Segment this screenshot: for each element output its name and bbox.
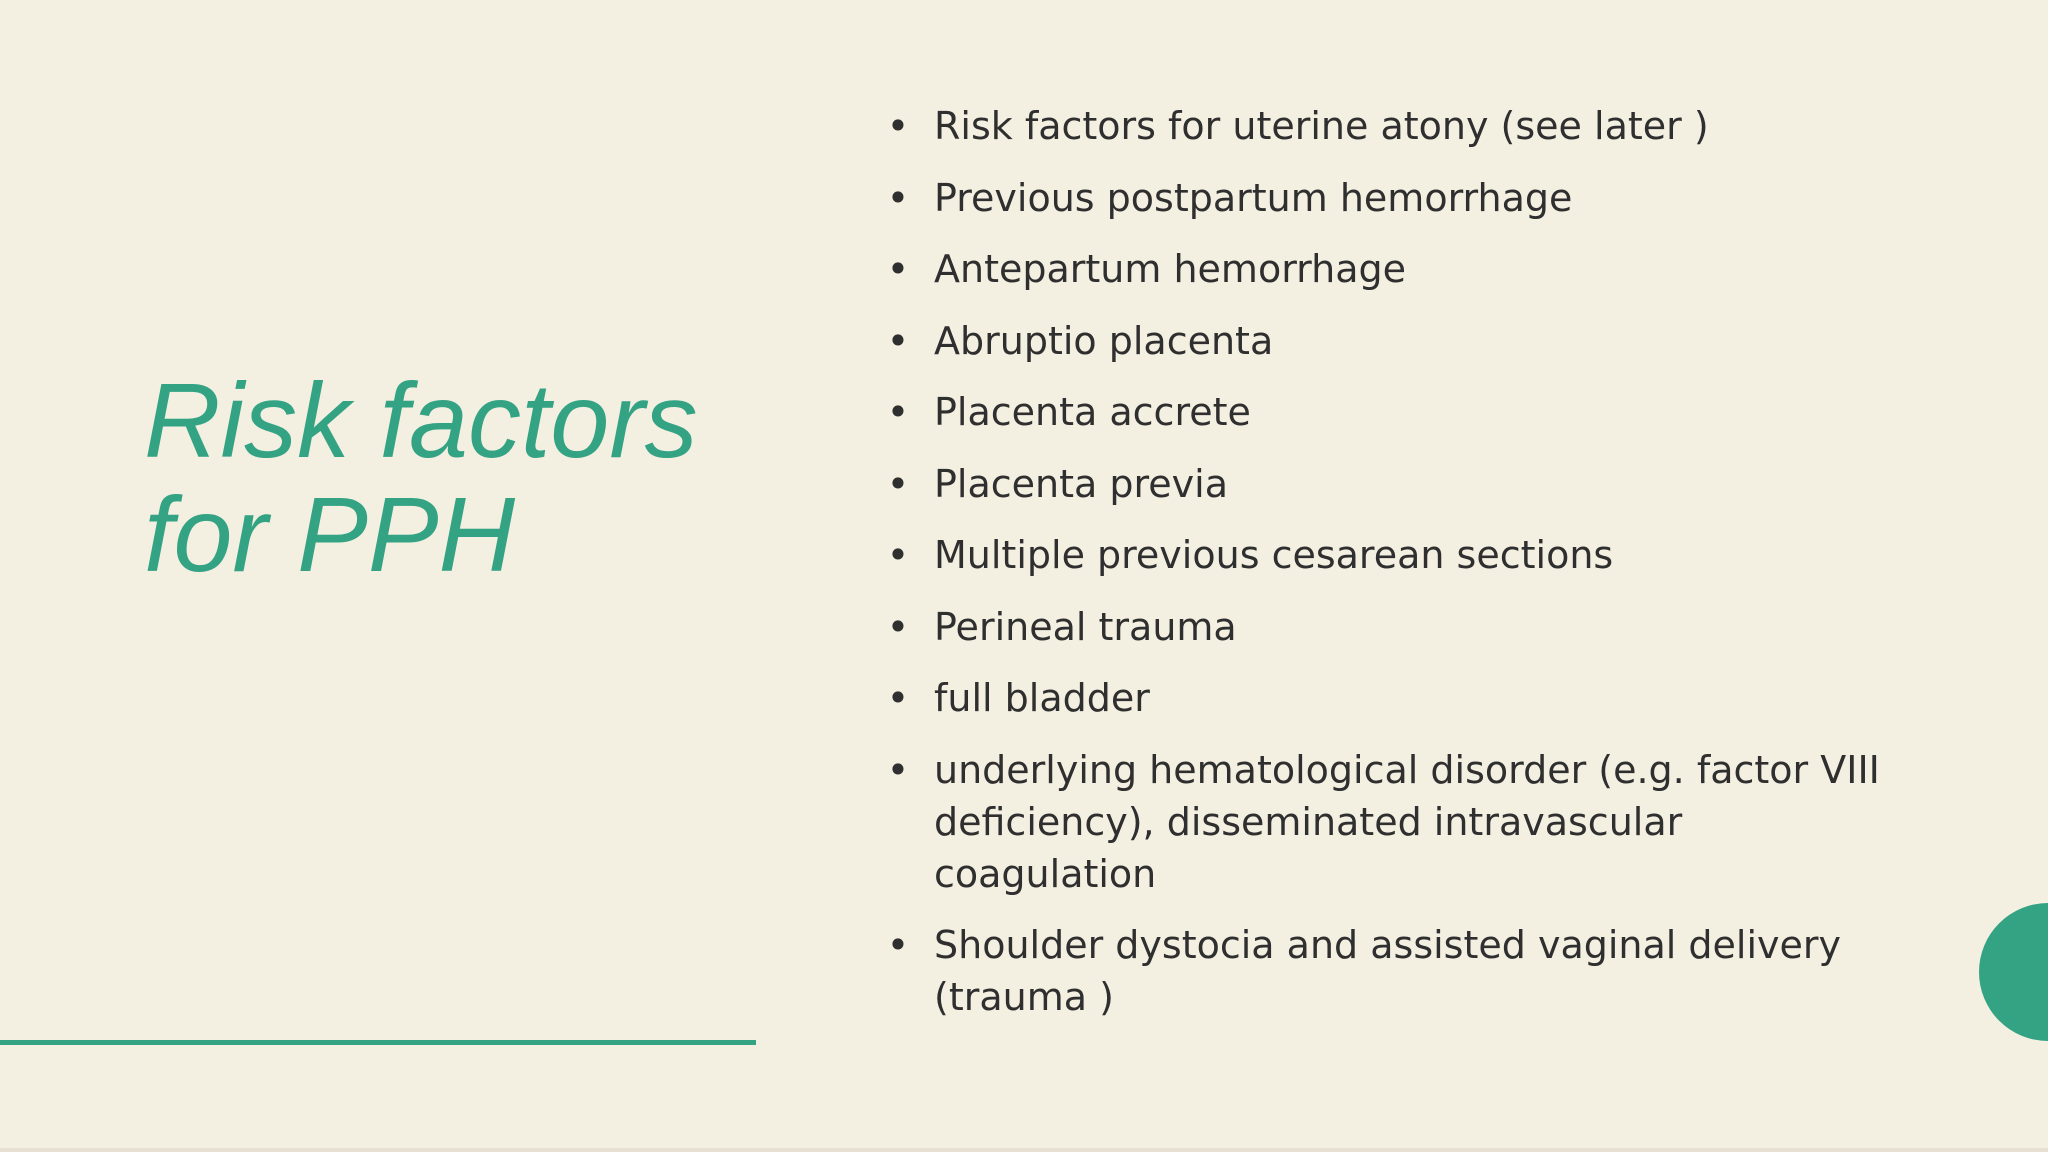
list-item <box>886 243 1906 295</box>
list-item <box>886 172 1906 224</box>
bullet-marker: • <box>886 676 910 720</box>
list-item-text: Shoulder dystocia and assisted vaginal delivery (trauma ) <box>934 923 1842 1019</box>
list-item <box>886 672 1906 724</box>
list-item-text: Abruptio placenta <box>934 318 1274 363</box>
list-item <box>886 529 1906 581</box>
list-item <box>886 458 1906 510</box>
list-item-text: Antepartum hemorrhage <box>934 247 1406 291</box>
list-item-text: underlying hematological disorder (e.g. factor VIII deficiency), disseminated intravascular coagulation <box>934 747 1880 896</box>
list-item-text: Multiple previous cesarean sections <box>934 533 1614 577</box>
list-item <box>886 601 1906 653</box>
bullet-marker: • <box>886 747 910 792</box>
list-item-text: Risk factors for uterine atony (see later ) <box>934 104 1709 148</box>
slide-title <box>144 364 764 592</box>
list-item-text: Placenta accrete <box>934 390 1251 434</box>
list-item <box>886 919 1906 1023</box>
list-item <box>886 315 1906 367</box>
list-item <box>886 386 1906 438</box>
bullet-marker: • <box>886 318 910 363</box>
list-item-text: Placenta previa <box>934 461 1228 506</box>
accent-divider <box>0 1040 756 1045</box>
bullet-marker: • <box>886 247 910 291</box>
slide-title-line-2: for PPH <box>144 476 516 594</box>
list-item-text: Previous postpartum hemorrhage <box>934 175 1573 220</box>
bullet-marker: • <box>886 104 910 148</box>
bullet-marker: • <box>886 461 910 506</box>
risk-factor-list <box>886 100 1906 1043</box>
bullet-marker: • <box>886 175 910 220</box>
bullet-marker: • <box>886 533 910 577</box>
slide-title-line-1: Risk factors <box>144 362 698 480</box>
list-item-text: Perineal trauma <box>934 604 1237 649</box>
bullet-marker: • <box>886 923 910 967</box>
decorative-circle <box>1979 903 2048 1041</box>
list-item-text: full bladder <box>934 676 1150 720</box>
bullet-marker: • <box>886 390 910 434</box>
bullet-marker: • <box>886 604 910 649</box>
list-item <box>886 744 1906 900</box>
list-item <box>886 100 1906 152</box>
